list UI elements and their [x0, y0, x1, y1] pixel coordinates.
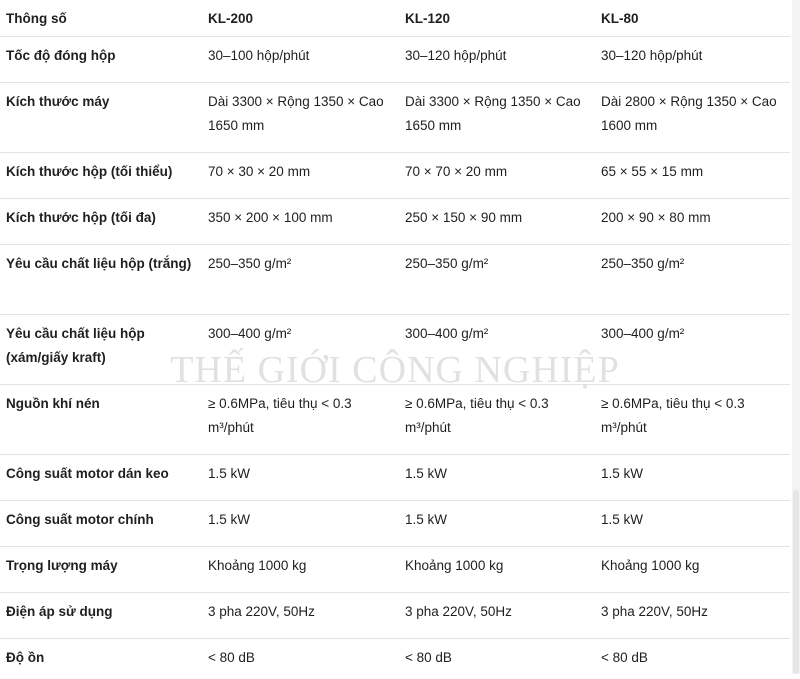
cell-kl80: 1.5 kW: [595, 455, 790, 501]
table-row: [0, 593, 790, 639]
row-label: Độ ồn: [0, 639, 202, 679]
table-row: [0, 547, 790, 593]
cell-kl80: 3 pha 220V, 50Hz: [595, 593, 790, 639]
table-row: [0, 385, 790, 455]
scrollbar-thumb[interactable]: [793, 490, 799, 674]
row-label: Nguồn khí nén: [0, 385, 202, 455]
row-label: Tốc độ đóng hộp: [0, 37, 202, 83]
cell-kl200: Dài 3300 × Rộng 1350 × Cao 1650 mm: [202, 83, 399, 153]
header-cell-kl120: KL-120: [399, 0, 595, 37]
cell-kl200: 300–400 g/m²: [202, 315, 399, 385]
scrollbar[interactable]: [792, 0, 800, 674]
cell-kl200: 70 × 30 × 20 mm: [202, 153, 399, 199]
cell-kl120: 250–350 g/m²: [399, 245, 595, 315]
table-row: [0, 153, 790, 199]
row-label: Trọng lượng máy: [0, 547, 202, 593]
cell-kl200: 350 × 200 × 100 mm: [202, 199, 399, 245]
cell-kl80: Dài 2800 × Rộng 1350 × Cao 1600 mm: [595, 83, 790, 153]
cell-kl80: Khoảng 1000 kg: [595, 547, 790, 593]
row-label: Kích thước hộp (tối thiểu): [0, 153, 202, 199]
header-row: [0, 0, 790, 37]
cell-kl120: 70 × 70 × 20 mm: [399, 153, 595, 199]
table-row: [0, 199, 790, 245]
cell-kl200: < 80 dB: [202, 639, 399, 679]
row-label: Công suất motor chính: [0, 501, 202, 547]
table-row: [0, 501, 790, 547]
cell-kl120: < 80 dB: [399, 639, 595, 679]
header-cell-kl200: KL-200: [202, 0, 399, 37]
cell-kl120: 1.5 kW: [399, 501, 595, 547]
cell-kl80: < 80 dB: [595, 639, 790, 679]
cell-kl200: 30–100 hộp/phút: [202, 37, 399, 83]
cell-kl120: 1.5 kW: [399, 455, 595, 501]
cell-kl200: 1.5 kW: [202, 455, 399, 501]
cell-kl80: 300–400 g/m²: [595, 315, 790, 385]
cell-kl80: 65 × 55 × 15 mm: [595, 153, 790, 199]
cell-kl200: ≥ 0.6MPa, tiêu thụ < 0.3 m³/phút: [202, 385, 399, 455]
cell-kl120: Khoảng 1000 kg: [399, 547, 595, 593]
cell-kl80: 30–120 hộp/phút: [595, 37, 790, 83]
cell-kl80: 250–350 g/m²: [595, 245, 790, 315]
cell-kl200: Khoảng 1000 kg: [202, 547, 399, 593]
header-cell-kl80: KL-80: [595, 0, 790, 37]
cell-kl80: 1.5 kW: [595, 501, 790, 547]
cell-kl200: 3 pha 220V, 50Hz: [202, 593, 399, 639]
row-label: Kích thước hộp (tối đa): [0, 199, 202, 245]
table-row: [0, 83, 790, 153]
cell-kl120: ≥ 0.6MPa, tiêu thụ < 0.3 m³/phút: [399, 385, 595, 455]
watermark: THẾ GIỚI CÔNG NGHIỆP: [0, 348, 790, 392]
cell-kl120: 300–400 g/m²: [399, 315, 595, 385]
header-cell-parameter: Thông số: [0, 0, 202, 37]
row-label: Kích thước máy: [0, 83, 202, 153]
table-row: [0, 455, 790, 501]
row-label: Công suất motor dán keo: [0, 455, 202, 501]
table-row: [0, 315, 790, 385]
cell-kl120: 30–120 hộp/phút: [399, 37, 595, 83]
row-label: Điện áp sử dụng: [0, 593, 202, 639]
table-row: [0, 639, 790, 679]
table-row: [0, 37, 790, 83]
table-row: [0, 245, 790, 315]
row-label: Yêu cầu chất liệu hộp (trắng): [0, 245, 202, 315]
cell-kl120: 3 pha 220V, 50Hz: [399, 593, 595, 639]
cell-kl80: ≥ 0.6MPa, tiêu thụ < 0.3 m³/phút: [595, 385, 790, 455]
row-label: Yêu cầu chất liệu hộp (xám/giấy kraft): [0, 315, 202, 385]
cell-kl200: 250–350 g/m²: [202, 245, 399, 315]
cell-kl120: 250 × 150 × 90 mm: [399, 199, 595, 245]
cell-kl80: 200 × 90 × 80 mm: [595, 199, 790, 245]
cell-kl200: 1.5 kW: [202, 501, 399, 547]
cell-kl120: Dài 3300 × Rộng 1350 × Cao 1650 mm: [399, 83, 595, 153]
